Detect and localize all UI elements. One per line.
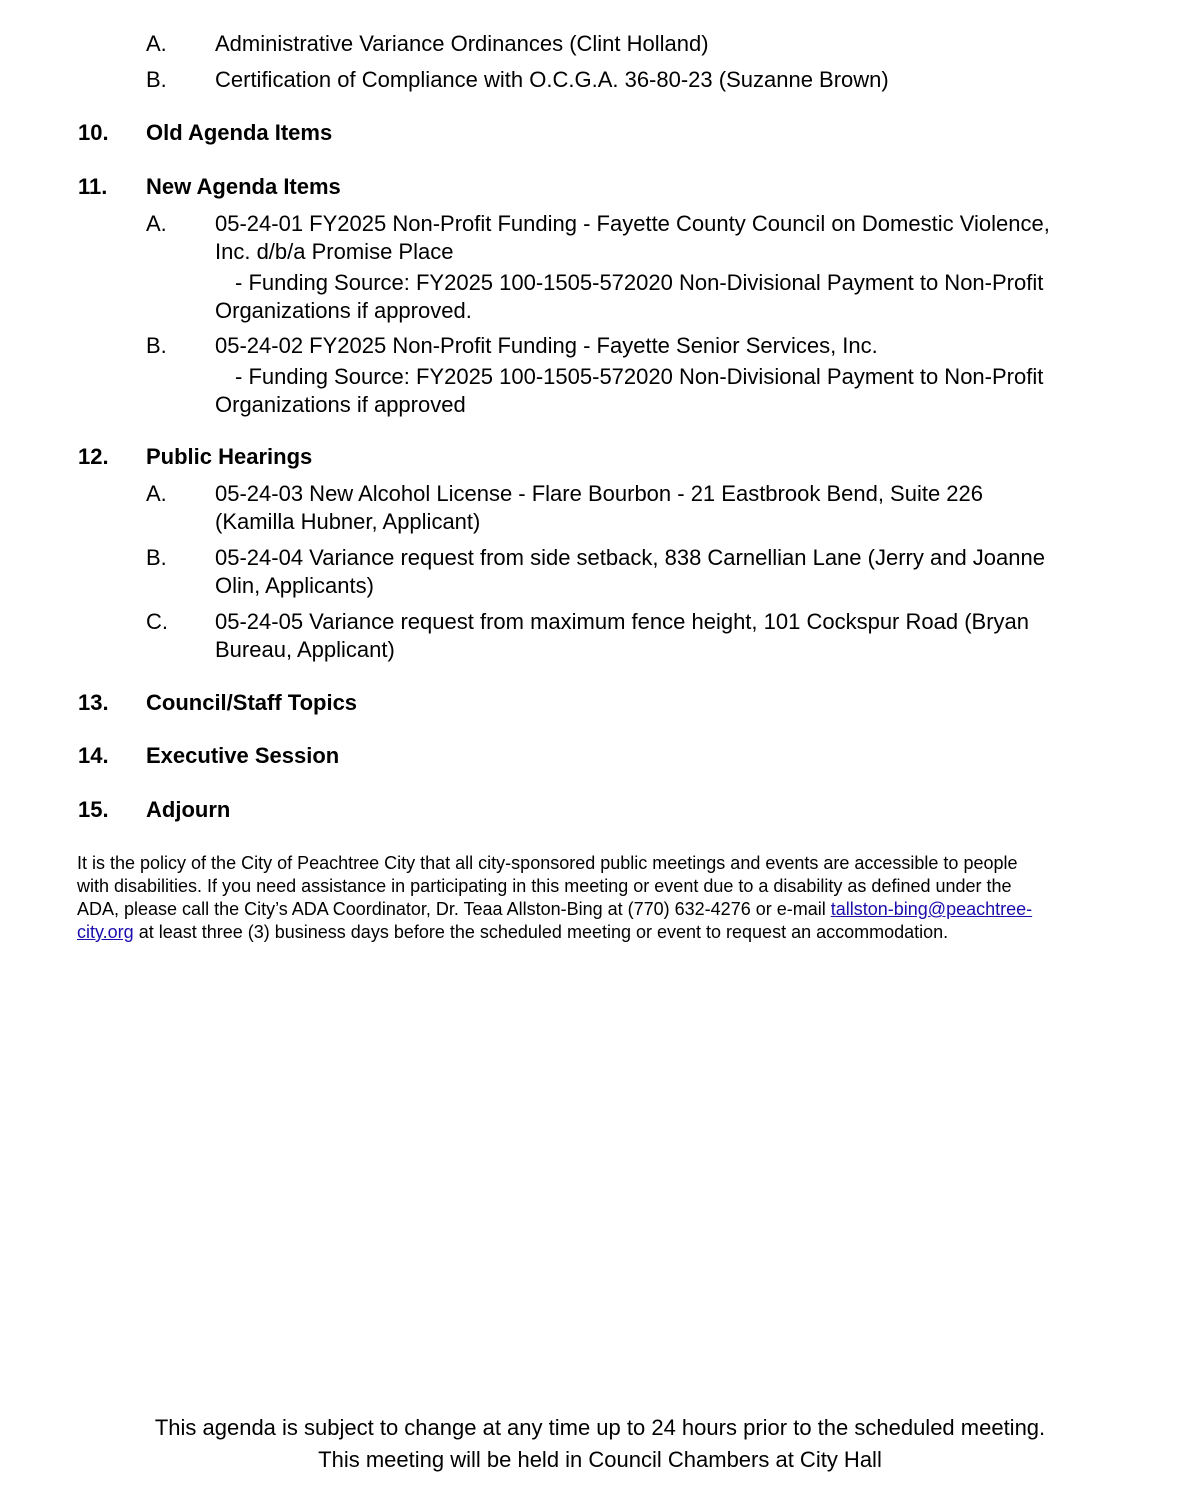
policy-text: at least three (3) business days before the scheduled meeting or event to request an accommodation. bbox=[133, 922, 949, 942]
section-number: 15. bbox=[78, 797, 109, 822]
ada-policy-paragraph bbox=[77, 852, 1157, 944]
agenda-footer bbox=[0, 1412, 1200, 1476]
item-text bbox=[215, 332, 1140, 419]
item-line: Bureau, Applicant) bbox=[215, 637, 395, 662]
policy-line: It is the policy of the City of Peachtree City that all city-sponsored public meetings and events are accessible to people bbox=[77, 853, 1018, 873]
section-number: 14. bbox=[78, 743, 109, 768]
item-line: 05-24-03 New Alcohol License - Flare Bourbon - 21 Eastbrook Bend, Suite 226 bbox=[215, 481, 984, 506]
email-link[interactable]: city.org bbox=[77, 922, 134, 942]
policy-text: ADA, please call the City’s ADA Coordinator, Dr. Teaa Allston-Bing at (770) 632-4276 or e-mail bbox=[77, 899, 831, 919]
item-letter: B. bbox=[146, 333, 167, 358]
section-title: Council/Staff Topics bbox=[146, 690, 358, 715]
item-text bbox=[215, 480, 1140, 536]
item-line: Organizations if approved. bbox=[215, 298, 472, 323]
section-title: Old Agenda Items bbox=[146, 120, 333, 145]
item-line: Organizations if approved bbox=[215, 392, 466, 417]
item-line: 05-24-05 Variance request from maximum fence height, 101 Cockspur Road (Bryan bbox=[215, 609, 1029, 634]
footer-line: This agenda is subject to change at any time up to 24 hours prior to the scheduled meeting. bbox=[154, 1415, 1046, 1440]
item-text: Certification of Compliance with O.C.G.A. 36-80-23 (Suzanne Brown) bbox=[215, 67, 889, 92]
item-letter: B. bbox=[146, 545, 167, 570]
item-letter: B. bbox=[146, 67, 167, 92]
section-number: 10. bbox=[78, 120, 109, 145]
item-text bbox=[215, 210, 1140, 325]
policy-line bbox=[77, 898, 1157, 921]
item-text bbox=[215, 608, 1140, 664]
section-number: 12. bbox=[78, 444, 109, 469]
item-line: 05-24-02 FY2025 Non-Profit Funding - Fayette Senior Services, Inc. bbox=[215, 333, 878, 358]
section-title: New Agenda Items bbox=[146, 174, 341, 199]
policy-line: with disabilities. If you need assistance in participating in this meeting or event due to a disability as defined under the bbox=[77, 876, 1012, 896]
item-text: Administrative Variance Ordinances (Clint Holland) bbox=[215, 31, 709, 56]
item-line: Inc. d/b/a Promise Place bbox=[215, 239, 454, 264]
funding-source-line: - Funding Source: FY2025 100-1505-572020 Non-Divisional Payment to Non-Profit bbox=[235, 270, 1044, 295]
policy-line bbox=[77, 921, 1157, 944]
item-line: 05-24-04 Variance request from side setback, 838 Carnellian Lane (Jerry and Joanne bbox=[215, 545, 1045, 570]
item-line: Olin, Applicants) bbox=[215, 573, 374, 598]
item-letter: A. bbox=[146, 31, 167, 56]
section-title: Executive Session bbox=[146, 743, 340, 768]
footer-line: This meeting will be held in Council Chambers at City Hall bbox=[318, 1447, 882, 1472]
item-letter: A. bbox=[146, 481, 167, 506]
section-title: Public Hearings bbox=[146, 444, 313, 469]
section-title: Adjourn bbox=[146, 797, 231, 822]
funding-source-line: - Funding Source: FY2025 100-1505-572020 Non-Divisional Payment to Non-Profit bbox=[235, 364, 1044, 389]
item-line: (Kamilla Hubner, Applicant) bbox=[215, 509, 481, 534]
item-letter: A. bbox=[146, 211, 167, 236]
item-text bbox=[215, 544, 1140, 600]
email-link[interactable]: tallston-bing@peachtree- bbox=[830, 899, 1033, 919]
item-letter: C. bbox=[146, 609, 168, 634]
section-number: 11. bbox=[78, 174, 108, 199]
item-line: 05-24-01 FY2025 Non-Profit Funding - Fayette County Council on Domestic Violence, bbox=[215, 211, 1050, 236]
section-number: 13. bbox=[78, 690, 109, 715]
